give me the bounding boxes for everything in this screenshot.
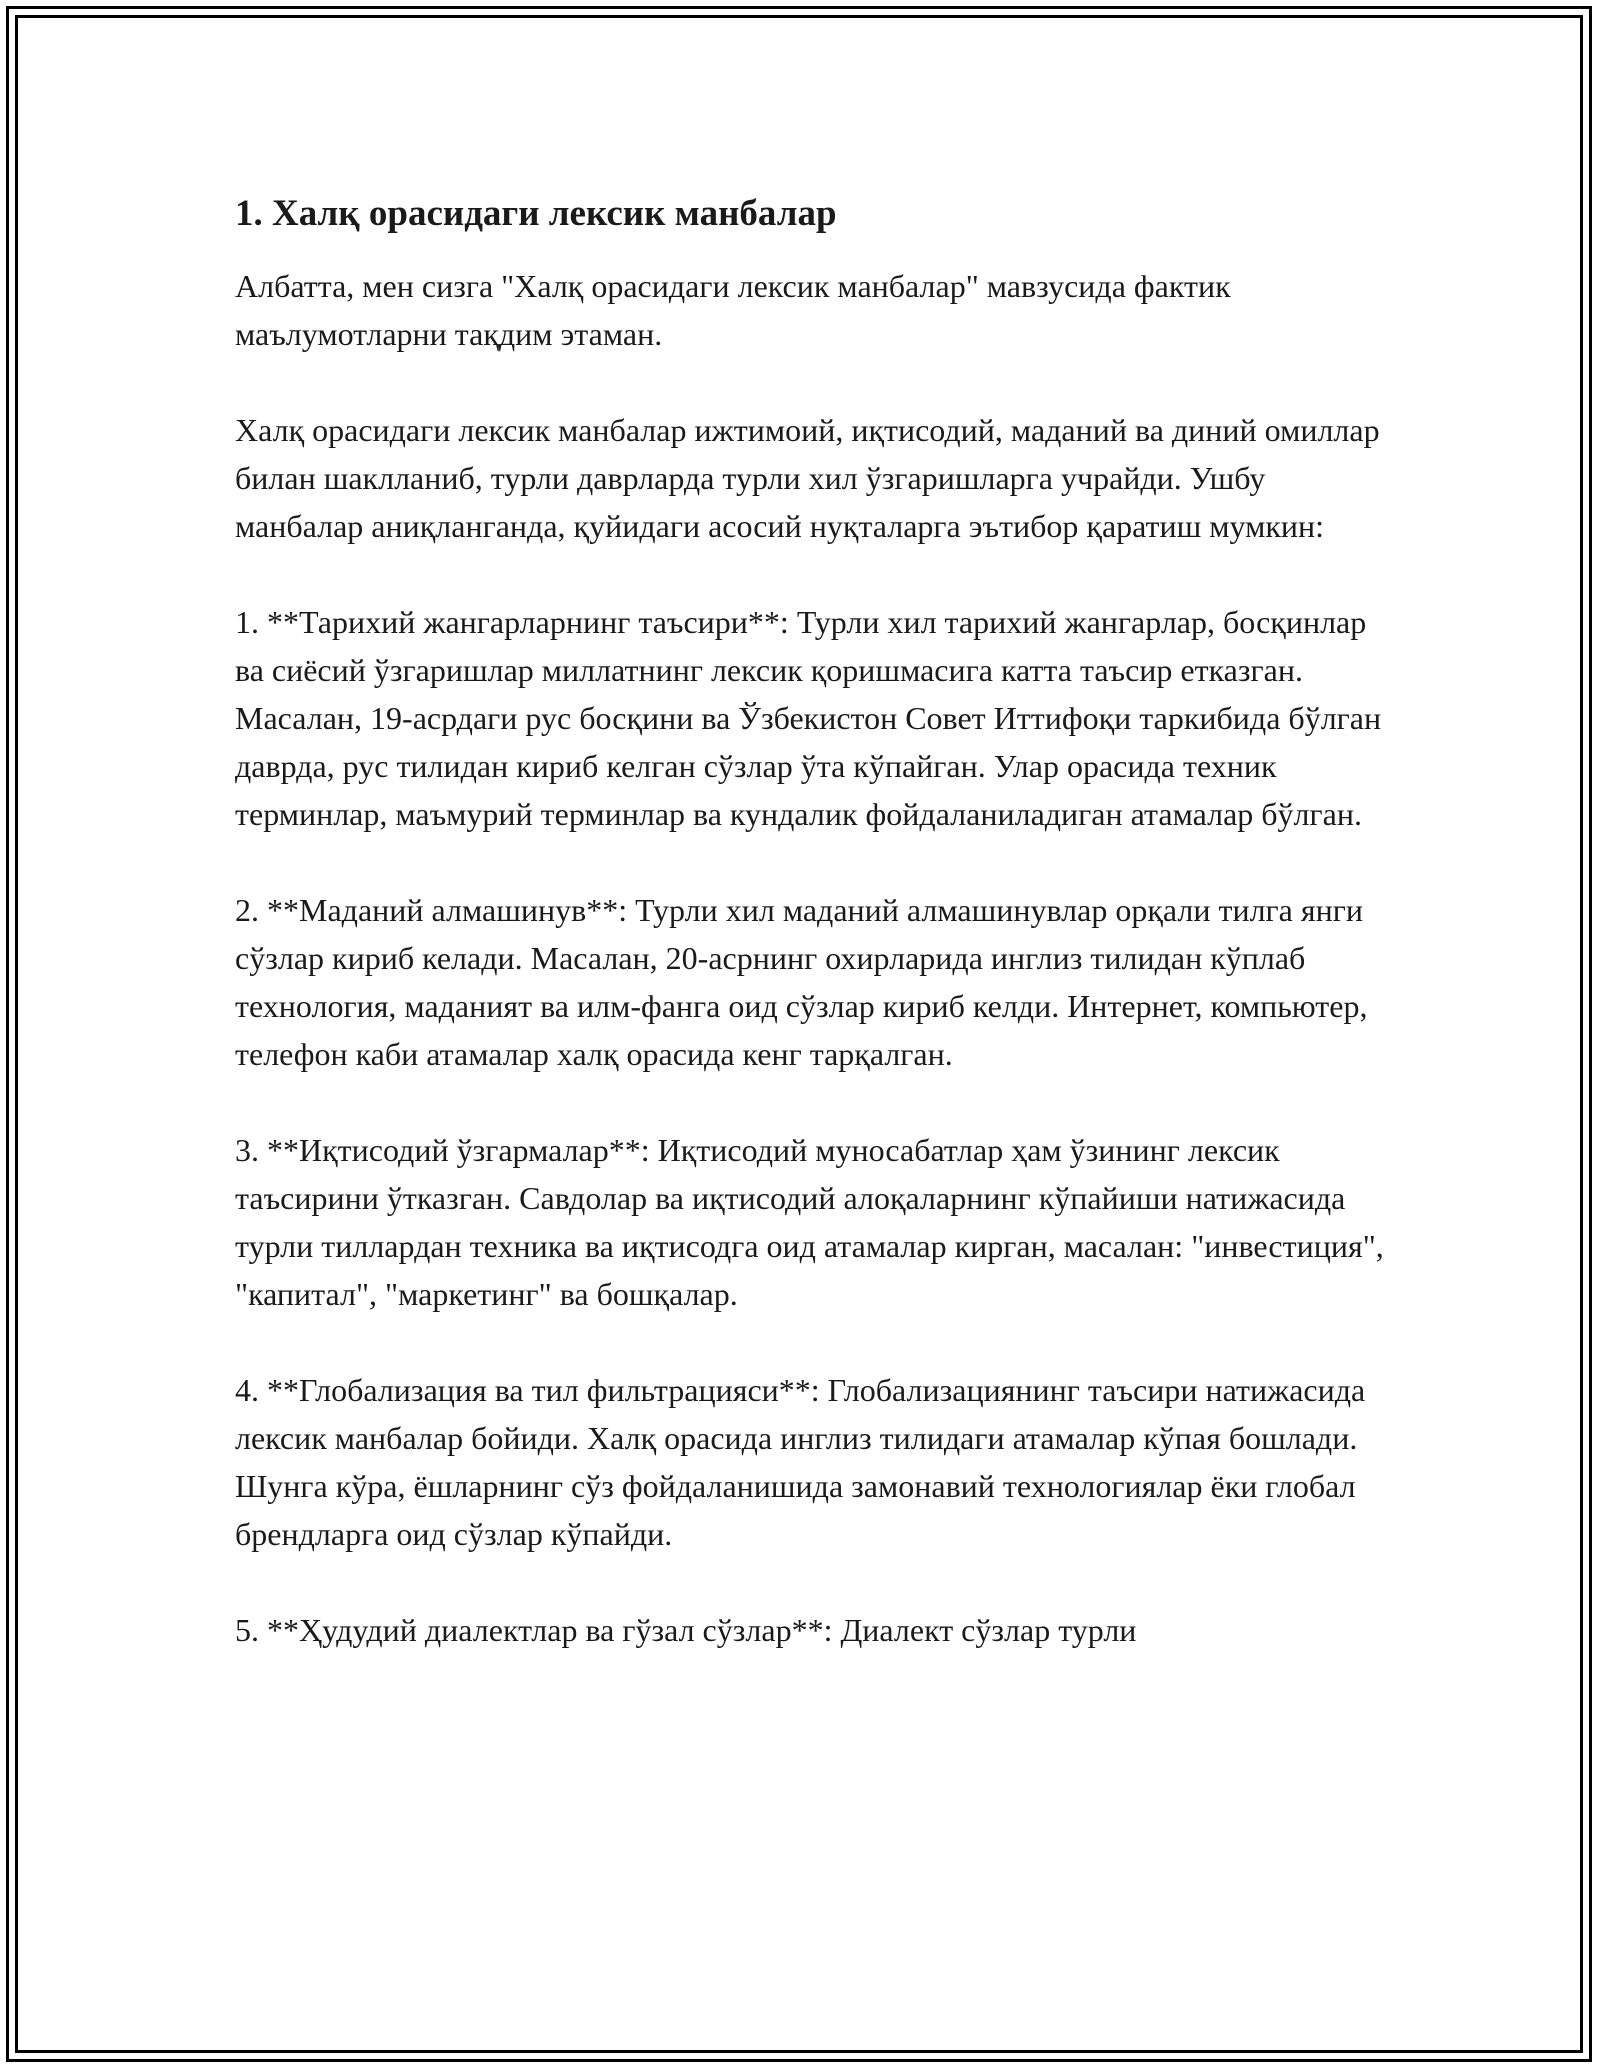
paragraph-point-1: 1. **Тарихий жангарларнинг таъсири**: Турли хил тарихий жангарлар, босқинлар ва сиёсий ўзгаришлар миллатнинг лексик қоришмасига катта таъсир етказган. Масалан, 19-асрдаги рус босқини ва Ўзбекистон Совет Иттифоқи таркибида бўлган даврда, рус тилидан кириб келган сўзлар ўта кўпайган. Улар орасида техник терминлар, маъмурий терминлар ва кундалик фойдаланиладиган атамалар бўлган.	[235, 604, 1382, 833]
paragraph-point-3: 3. **Иқтисодий ўзгармалар**: Иқтисодий муносабатлар ҳам ўзининг лексик таъсирини ўтказган. Савдолар ва иқтисодий алоқаларнинг кўпайиши натижасида турли тиллардан техника ва иқтисодга оид атамалар кирган, масалан: "инвестиция", "капитал", "маркетинг" ва бошқалар.	[235, 1132, 1384, 1313]
paragraph-intro: Албатта, мен сизга "Халқ орасидаги лексик манбалар" мавзусида фактик маълумотларни тақдим этаман.	[235, 268, 1231, 353]
paragraph-point-5: 5. **Ҳудудий диалектлар ва гўзал сўзлар**: Диалект сўзлар турли	[235, 1612, 1137, 1649]
paragraph-overview: Халқ орасидаги лексик манбалар ижтимоий, иқтисодий, маданий ва диний омиллар билан шаклланиб, турли даврларда турли хил ўзгаришларга учрайди. Ушбу манбалар аниқланганда, қуйидаги асосий нуқталарга эътибор қаратиш мумкин:	[235, 412, 1380, 545]
document-title: 1. Халқ орасидаги лексик манбалар	[235, 193, 837, 234]
paragraph-point-4: 4. **Глобализация ва тил фильтрацияси**: Глобализациянинг таъсири натижасида лексик манбалар бойиди. Халқ орасида инглиз тилидаги атамалар кўпая бошлади. Шунга кўра, ёшларнинг сўз фойдаланишида замонавий технологиялар ёки глобал брендларга оид сўзлар кўпайди.	[235, 1372, 1366, 1553]
document-body	[235, 180, 1385, 1702]
paragraph-point-2: 2. **Маданий алмашинув**: Турли хил маданий алмашинувлар орқали тилга янги сўзлар кириб келади. Масалан, 20-асрнинг охирларида инглиз тилидан кўплаб технология, маданият ва илм-фанга оид сўзлар кириб келди. Интернет, компьютер, телефон каби атамалар халқ орасида кенг тарқалган.	[235, 892, 1368, 1073]
